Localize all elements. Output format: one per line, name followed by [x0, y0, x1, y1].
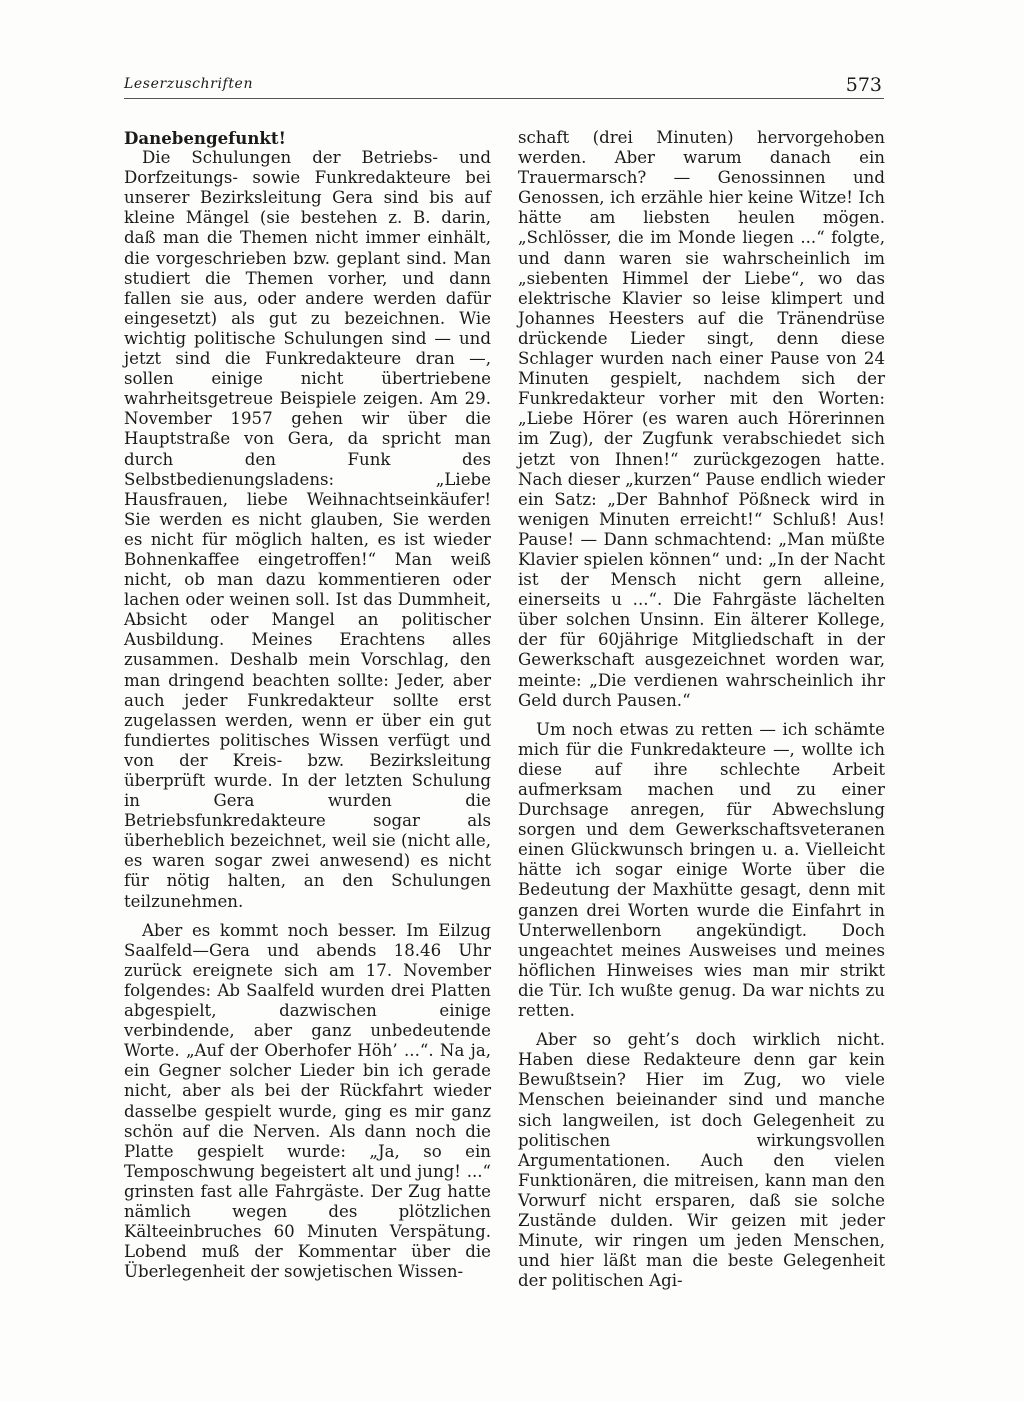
paragraph: Aber es kommt noch besser. Im Eilzug Saalfeld—Gera und abends 18.46 Uhr zurück ereignete sich am 17. November folgendes: Ab Saalfeld wurden drei Platten abgespielt, dazwischen einige verbindende, aber ganz unbedeutende Worte. „Auf der Oberhofer Höh’ ...“. Na ja, ein Gegner solcher Lieder bin ich gerade nicht, aber als bei der Rückfahrt wieder dasselbe gespielt wurde, ging es mir ganz schön auf die Nerven. Als dann noch die Platte gespielt wurde: „Ja, so ein Temposchwung begeistert alt und jung! ...“ grinsten fast alle Fahrgäste. Der Zug hatte nämlich wegen des plötzlichen Kälteeinbruches 60 Minuten Verspätung. Lobend muß der Kommentar über die Überlegenheit der sowjetischen Wissen- — [124, 920, 491, 1282]
right-column — [518, 128, 885, 1291]
article-title: Danebengefunkt! — [124, 128, 286, 148]
left-column — [124, 128, 491, 1282]
paragraph: Um noch etwas zu retten — ich schämte mich für die Funkredakteure —, wollte ich diese auf ihre schlechte Arbeit aufmerksam machen und zu einer Durchsage anregen, für Abwechslung sorgen und dem Gewerkschaftsveteranen einen Glückwunsch bringen u. a. Vielleicht hätte ich sogar einige Worte über die Bedeutung der Maxhütte gesagt, denn mit ganzen drei Worten wurde die Einfahrt in Unterwellenborn angekündigt. Doch ungeachtet meines Ausweises und meines höflichen Hinweises wies man mir strikt die Tür. Ich wußte genug. Da war nichts zu retten. — [518, 719, 885, 1021]
running-header — [124, 74, 884, 99]
paragraph: Die Schulungen der Betriebs- und Dorfzeitungs- sowie Funkredakteure bei unserer Bezirksleitung Gera sind bis auf kleine Mängel (sie bestehen z. B. darin, daß man die Themen nicht immer einhält, die vorgeschrieben bzw. geplant sind. Man studiert die Themen vorher, und dann fallen sie aus, oder andere werden dafür eingesetzt) als gut zu bezeichnen. Wie wichtig politische Schulungen sind — und jetzt sind die Funkredakteure dran —, sollen einige nicht übertriebene wahrheitsgetreue Beispiele zeigen. Am 29. November 1957 gehen wir über die Hauptstraße von Gera, da spricht man durch den Funk des Selbstbedienungsladens: „Liebe Hausfrauen, liebe Weihnachtseinkäufer! Sie werden es nicht glauben, Sie werden es nicht für möglich halten, es ist wieder Bohnenkaffee eingetroffen!“ Man weiß nicht, ob man dazu kommentieren oder lachen oder weinen soll. Ist das Dummheit, Absicht oder Mangel an politischer Ausbildung. Meines Erachtens alles zusammen. Deshalb mein Vorschlag, den man dringend beachten sollte: Jeder, aber auch jeder Funkredakteur sollte erst zugelassen werden, wenn er über ein gut fundiertes politisches Wissen verfügt und von der Kreis- bzw. Bezirksleitung überprüft wurde. In der letzten Schulung in Gera wurden die Betriebsfunkredakteure sogar als überheblich bezeichnet, weil sie (nicht alle, es waren sogar zwei anwesend) es nicht für nötig halten, an den Schulungen teilzunehmen. — [124, 148, 491, 911]
paragraph: Aber so geht’s doch wirklich nicht. Haben diese Redakteure denn gar kein Bewußtsein? Hier im Zug, wo viele Menschen beieinander sind und manche sich langweilen, ist doch Gelegenheit zu politischen wirkungsvollen Argumentationen. Auch den vielen Funktionären, die mitreisen, kann man den Vorwurf nicht ersparen, daß sie solche Zustände dulden. Wir geizen mit jeder Minute, wir ringen um jeden Menschen, und hier läßt man die beste Gelegenheit der politischen Agi- — [518, 1030, 885, 1291]
page-number: 573 — [845, 74, 882, 96]
paragraph: schaft (drei Minuten) hervorgehoben werden. Aber warum danach ein Trauermarsch? — Genossinnen und Genossen, ich erzähle hier keine Witze! Ich hätte am liebsten heulen mögen. „Schlösser, die im Monde liegen ...“ folgte, und dann waren sie wahrscheinlich im „siebenten Himmel der Liebe“, wo das elektrische Klavier so leise klimpert und Johannes Heesters auf die Tränendrüse drückende Lieder singt, denn diese Schlager wurden nach einer Pause von 24 Minuten gespielt, nachdem sich der Funkredakteur vorher mit den Worten: „Liebe Hörer (es waren auch Hörerinnen im Zug), der Zugfunk verabschiedet sich jetzt von Ihnen!“ zurückgezogen hatte. Nach dieser „kurzen“ Pause endlich wieder ein Satz: „Der Bahnhof Pößneck wird in wenigen Minuten erreicht!“ Schluß! Aus! Pause! — Dann schmachtend: „Man müßte Klavier spielen können“ und: „In der Nacht ist der Mensch nicht gern alleine, einerseits u ...“. Die Fahrgäste lächelten über solchen Unsinn. Ein älterer Kollege, der für 60jährige Mitgliedschaft in der Gewerkschaft ausgezeichnet worden war, meinte: „Die verdienen wahrscheinlich ihr Geld durch Pausen.“ — [518, 128, 885, 710]
section-title: Leserzuschriften — [124, 76, 254, 92]
